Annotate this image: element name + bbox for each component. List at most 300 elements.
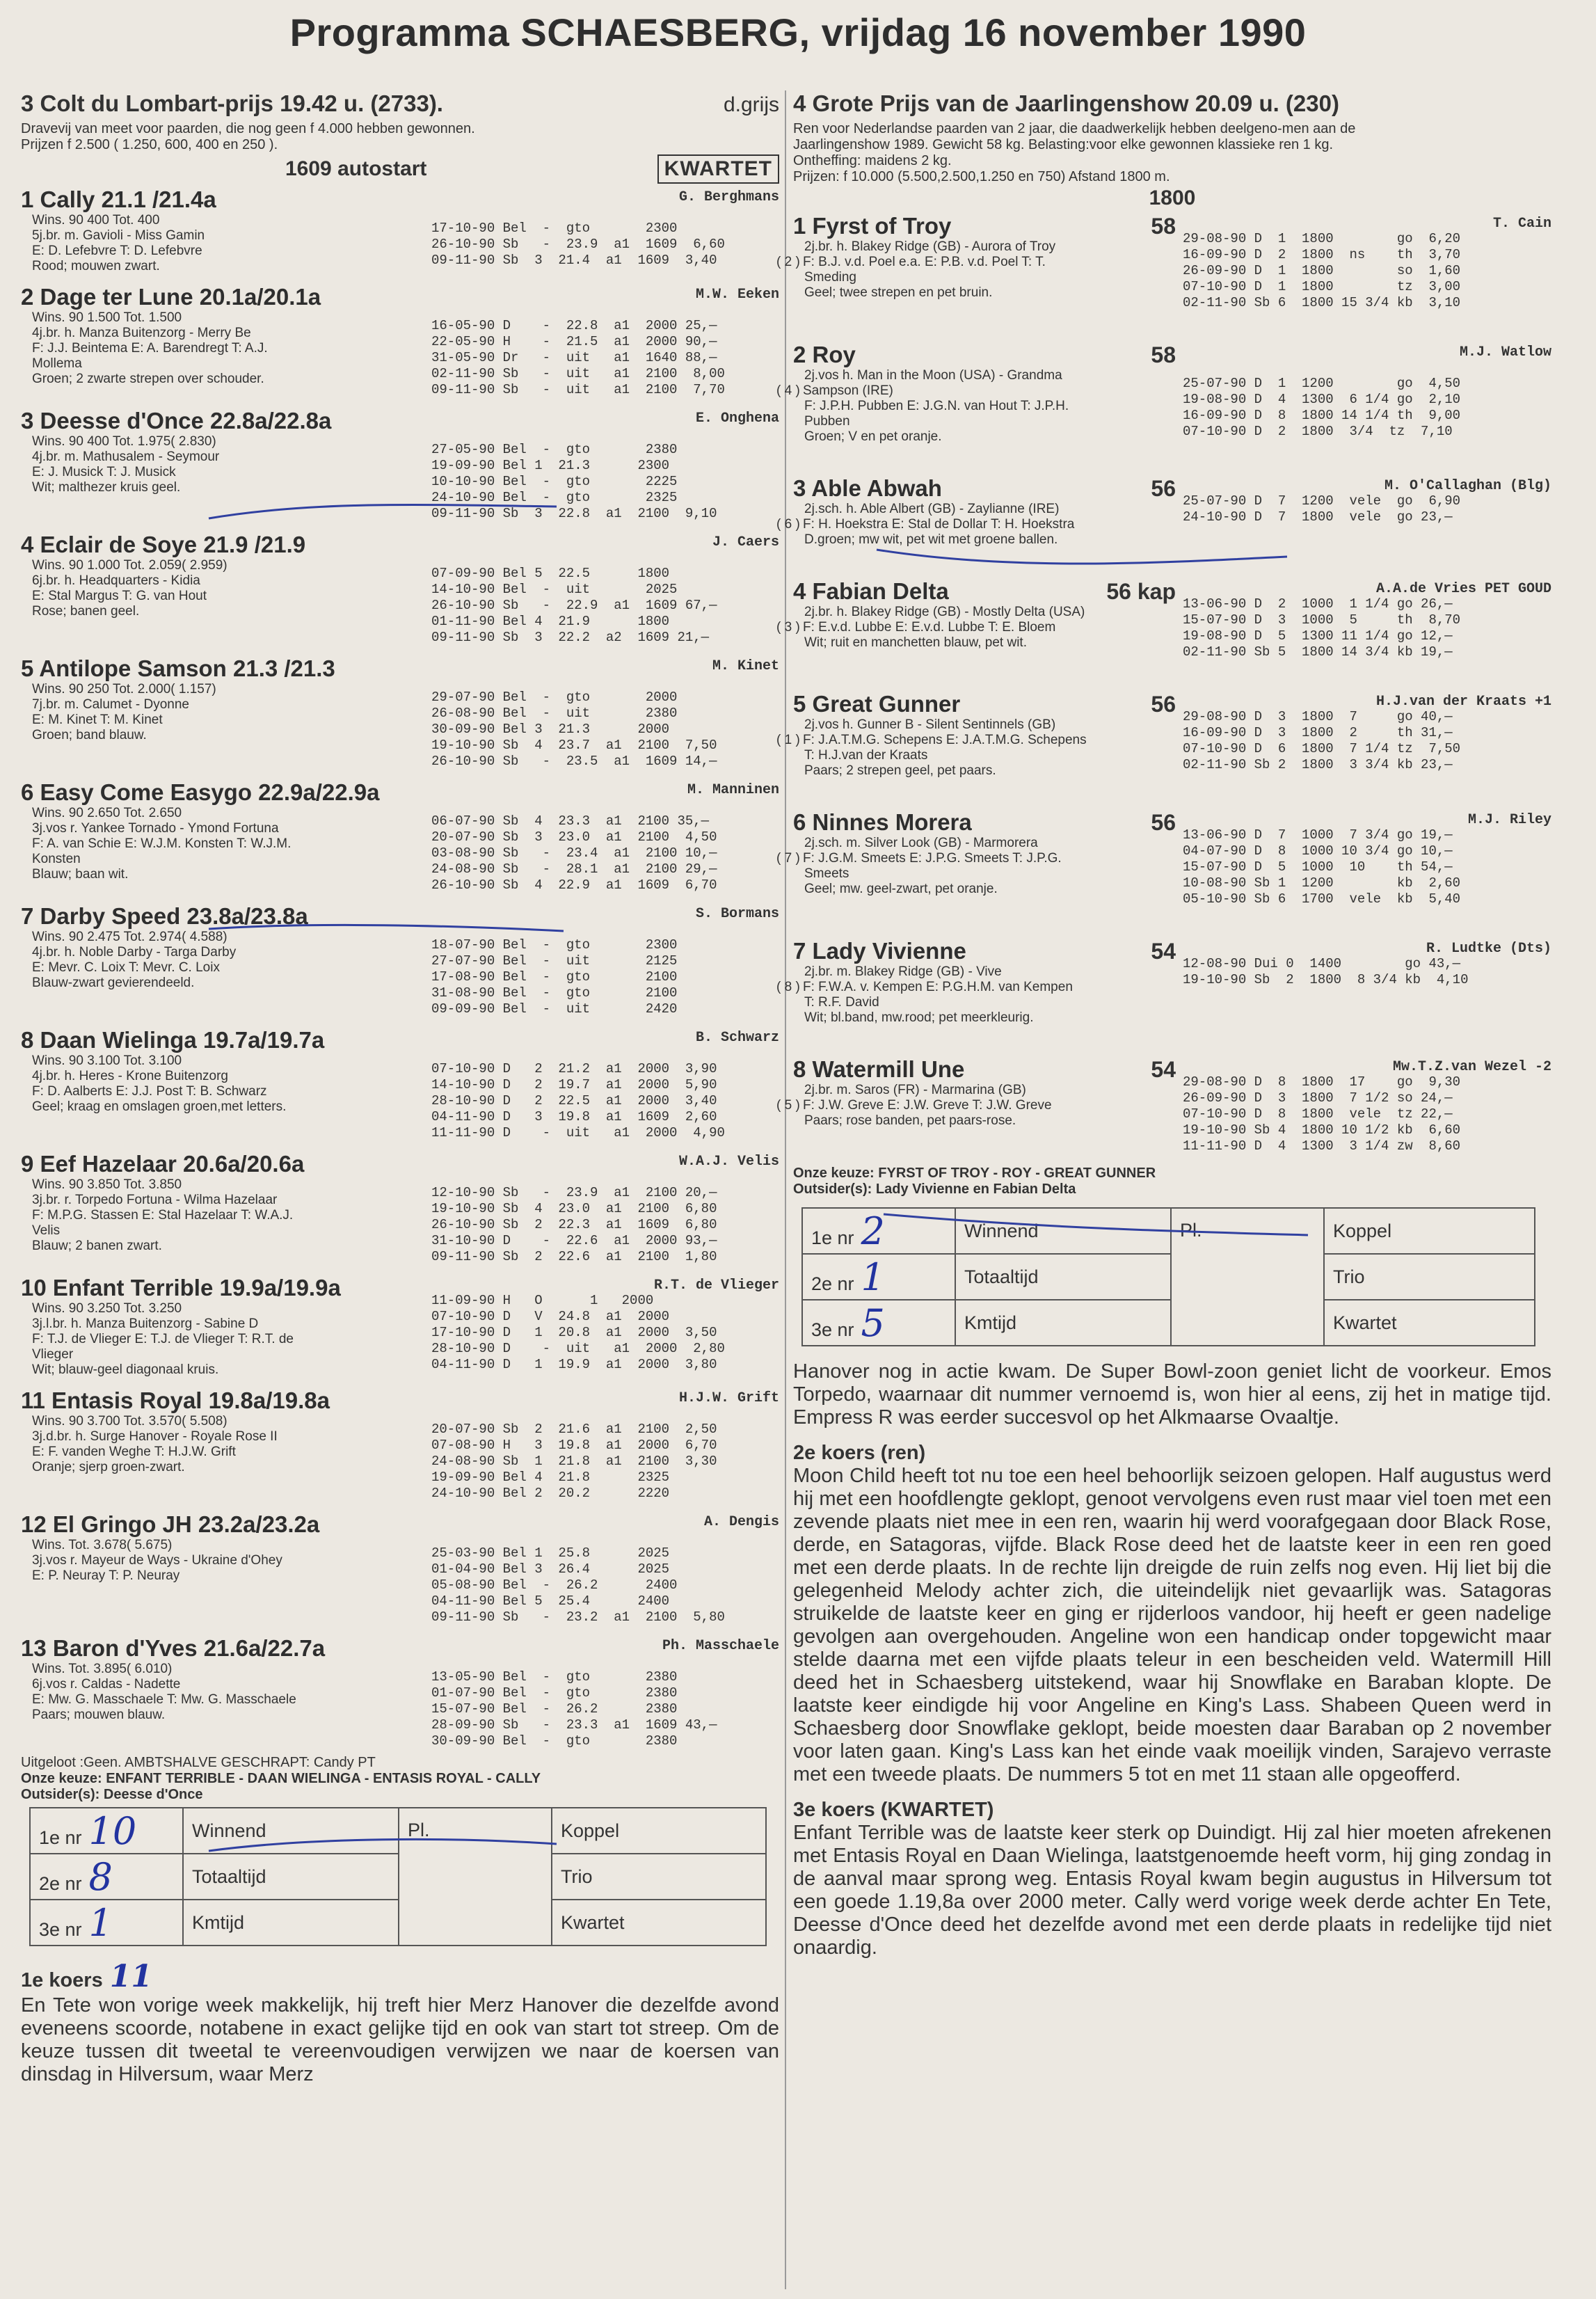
trainer-name: G. Berghmans (678, 189, 779, 205)
result-row (802, 1208, 1535, 1254)
horse-detail-text: Blauw-zwart gevierendeeld. (32, 976, 195, 990)
form-lines (431, 186, 779, 274)
form-line: 01-04-90 Bel 3 26.4 2025 (431, 1561, 670, 1577)
race4-desc-line: Ren voor Nederlandse paarden van 2 jaar, die daadwerkelijk hebben deelgeno-men aan de (793, 121, 1356, 136)
horse-detail-line (32, 1316, 431, 1332)
horse-detail-line (32, 341, 431, 356)
horse-detail-text: E: Mw. G. Masschaele T: Mw. G. Masschaele (32, 1692, 296, 1707)
horse-detail-line (32, 713, 431, 728)
form-line (431, 674, 779, 690)
horse-detail-line (32, 1362, 431, 1378)
horse-detail-text: Velis (32, 1223, 61, 1238)
race4-description (793, 121, 1551, 185)
horse-detail-text: Wit; blauw-geel diagonaal kruis. (32, 1362, 219, 1377)
horse-detail-text: E: Mevr. C. Loix T: Mevr. C. Loix (32, 960, 220, 975)
form-line: 04-11-90 D 1 19.9 a1 2000 3,80 (431, 1357, 717, 1372)
form-line: 28-09-90 Sb - 23.3 a1 1609 43,— (431, 1717, 717, 1733)
horse-detail-line (776, 851, 1183, 866)
form-line (431, 426, 779, 442)
horse-detail-line (32, 213, 431, 228)
form-lines (1183, 1056, 1551, 1154)
horse-detail-line (804, 429, 1183, 445)
horse-detail-line (776, 255, 1183, 270)
horse-name: 6 Easy Come Easygo 22.9a/22.9a (21, 779, 380, 805)
form-lines (431, 903, 779, 1017)
place-label: 1e nr (39, 1827, 82, 1848)
horse-detail-line (804, 399, 1183, 414)
result-field: Totaaltijd (955, 1254, 1171, 1300)
form-line: 31-08-90 Bel - gto 2100 (431, 985, 678, 1001)
horse-detail-text: E: D. Lefebvre T: D. Lefebvre (32, 244, 202, 258)
horse-detail-line (32, 1053, 431, 1069)
horse-detail-line (32, 1084, 431, 1099)
horse-detail-line (804, 763, 1183, 779)
form-line: 05-08-90 Bel - 26.2 2400 (431, 1577, 678, 1593)
horse-detail-text: 4j.br. h. Noble Darby - Targa Darby (32, 945, 237, 960)
pl-cell: Pl. (1171, 1208, 1324, 1346)
horse-detail-line (32, 434, 431, 450)
horse-name: 3 Deesse d'Once 22.8a/22.8a (21, 408, 332, 433)
horse-detail-text: F: F.W.A. v. Kempen E: P.G.H.M. van Kempen (803, 980, 1073, 994)
horse-detail-text: Vlieger (32, 1347, 74, 1362)
form-lines (431, 1027, 779, 1141)
horse-detail-line (32, 806, 431, 821)
horse-detail-text: Wins. 90 400 Tot. 400 (32, 213, 160, 228)
horse-detail-line (32, 836, 431, 852)
horse-name: 8 Watermill Une (793, 1056, 965, 1082)
form-line: 10-10-90 Bel - gto 2225 (431, 474, 678, 489)
horse-detail-text: 5j.br. m. Gavioli - Miss Gamin (32, 228, 205, 243)
form-line (431, 921, 779, 937)
trainer-name: A.A.de Vries PET GOUD (1375, 581, 1551, 597)
horse-detail-text: 3j.d.br. h. Surge Hanover - Royale Rose II (32, 1429, 278, 1444)
horse-name: 4 Fabian Delta (793, 578, 949, 604)
horse-entry (21, 532, 779, 646)
horse-entry (21, 186, 779, 274)
trainer-name: W.A.J. Velis (678, 1154, 779, 1170)
form-line: 15-07-90 D 5 1000 10 th 54,— (1183, 859, 1453, 875)
post-position: ( 2 ) (776, 255, 800, 269)
horse-detail-line (804, 605, 1183, 620)
horse-detail-text: F: J.J. Beintema E: A. Barendregt T: A.J. (32, 341, 268, 356)
form-lines (431, 779, 779, 893)
horse-detail-line (32, 1332, 431, 1347)
horse-weight: 56 (1151, 692, 1176, 717)
form-line: 09-11-90 Sb 3 21.4 a1 1609 3,40 (431, 253, 717, 268)
form-line: 16-09-90 D 8 1800 14 1/4 th 9,00 (1183, 408, 1461, 423)
trainer-name: M. Kinet (712, 658, 779, 674)
form-line: 10-08-90 Sb 1 1200 kb 2,60 (1183, 875, 1461, 891)
horse-detail-text: 6j.br. h. Headquarters - Kidia (32, 573, 200, 588)
horse-detail-text: Wins. 90 3.700 Tot. 3.570( 5.508) (32, 1414, 228, 1429)
form-line: 07-10-90 D 1 1800 tz 3,00 (1183, 279, 1461, 294)
horse-name: 1 Cally 21.1 /21.4a (21, 186, 216, 212)
form-line (431, 1529, 779, 1545)
form-lines (431, 1635, 779, 1749)
horse-detail-line (32, 728, 431, 743)
trainer-name: M.J. Watlow (1459, 344, 1551, 360)
horse-detail-text: F: J.P.H. Pubben E: J.G.N. van Hout T: J.P.H. (804, 399, 1069, 413)
form-line: 26-10-90 Sb 2 22.3 a1 1609 6,80 (431, 1217, 717, 1232)
horse-detail-line (776, 1098, 1183, 1113)
race3-result-table (29, 1807, 767, 1946)
race3-keuze: Onze keuze: ENFANT TERRIBLE - DAAN WIELINGA - ENTASIS ROYAL - CALLY (21, 1771, 541, 1786)
handwritten-number: 10 (88, 1808, 137, 1853)
form-line: 31-05-90 Dr - uit a1 1640 88,— (431, 350, 717, 365)
form-lines (1183, 691, 1551, 779)
bet-type: Kwartet (552, 1900, 766, 1946)
result-field: Kmtijd (955, 1300, 1171, 1346)
horse-detail-text: 2j.sch. h. Able Albert (GB) - Zaylianne (IRE) (804, 502, 1060, 516)
horse-name: 1 Fyrst of Troy (793, 213, 952, 239)
race4-result-table (801, 1207, 1535, 1346)
bet-type: Kwartet (1324, 1300, 1535, 1346)
form-line: 09-11-90 Sb - uit a1 2100 7,70 (431, 382, 725, 397)
post-position: ( 7 ) (776, 851, 800, 866)
horse-detail-line (776, 620, 1183, 635)
horse-name: 8 Daan Wielinga 19.7a/19.7a (21, 1027, 325, 1053)
form-line (431, 550, 779, 566)
trainer-name: Ph. Masschaele (662, 1638, 779, 1654)
handwritten-number: 1 (88, 1900, 113, 1945)
form-line: 11-09-90 H O 1 2000 (431, 1293, 654, 1308)
horse-detail-line (804, 239, 1183, 255)
horse-detail-text: Geel; mw. geel-zwart, pet oranje. (804, 882, 998, 896)
handwritten-number: 5 (861, 1300, 885, 1345)
horse-detail-line (804, 270, 1183, 285)
horse-detail-line (32, 372, 431, 387)
horse-detail-line (32, 1177, 431, 1193)
form-line: 16-09-90 D 3 1800 2 th 31,— (1183, 725, 1453, 740)
form-line: 14-10-90 D 2 19.7 a1 2000 5,90 (431, 1077, 717, 1092)
horse-detail-text: 3j.br. r. Torpedo Fortuna - Wilma Hazelaar (32, 1193, 278, 1207)
form-line: 14-10-90 Bel - uit 2025 (431, 582, 678, 597)
horse-detail-text: F: H. Hoekstra E: Stal de Dollar T: H. Hoekstra (803, 517, 1075, 532)
horse-detail-line (32, 244, 431, 259)
horse-detail-line (32, 1677, 431, 1692)
horse-detail-line (32, 465, 431, 480)
form-line: 25-03-90 Bel 1 25.8 2025 (431, 1545, 670, 1561)
horse-weight: 56 (1151, 476, 1176, 501)
form-line (431, 1169, 779, 1185)
trainer-name: A. Dengis (703, 1514, 779, 1530)
race3-outsider: Outsider(s): Deesse d'Once (21, 1787, 203, 1802)
form-lines (431, 1387, 779, 1502)
horse-detail-line (804, 532, 1183, 548)
prose-heading-3: 3e koers (KWARTET) (793, 1799, 994, 1821)
horse-detail-text: Wins. 90 3.850 Tot. 3.850 (32, 1177, 182, 1192)
result-field: Kmtijd (183, 1900, 399, 1946)
horse-detail-text: Smeets (804, 866, 849, 881)
form-line: 26-10-90 Sb - 22.9 a1 1609 67,— (431, 598, 717, 613)
form-lines (431, 655, 779, 770)
result-field: Winnend (183, 1808, 399, 1854)
race4-desc-line: Jaarlingenshow 1989. Gewicht 58 kg. Belasting:voor elke gewonnen klassieke ren 1 kg. (793, 137, 1334, 152)
form-line: 29-08-90 D 8 1800 17 go 9,30 (1183, 1074, 1461, 1090)
horse-detail-line (32, 960, 431, 976)
horse-detail-line (776, 383, 1183, 399)
form-line: 24-10-90 Bel 2 20.2 2220 (431, 1486, 670, 1501)
form-line: 29-07-90 Bel - gto 2000 (431, 690, 678, 705)
horse-detail-text: Rose; banen geel. (32, 604, 140, 619)
form-line: 30-09-90 Bel - gto 2380 (431, 1733, 678, 1749)
horse-weight: 54 (1151, 1057, 1176, 1082)
horse-detail-line (32, 558, 431, 573)
horse-detail-line (32, 1460, 431, 1475)
form-line: 24-08-90 Sb - 28.1 a1 2100 29,— (431, 861, 717, 877)
horse-entry (21, 779, 779, 893)
form-line: 04-11-90 D 3 19.8 a1 1609 2,60 (431, 1109, 717, 1124)
horse-detail-line (804, 964, 1183, 980)
horse-detail-line (32, 259, 431, 274)
horse-name: 4 Eclair de Soye 21.9 /21.9 (21, 532, 306, 557)
horse-detail-text: Sampson (IRE) (803, 383, 893, 398)
horse-name: 13 Baron d'Yves 21.6a/22.7a (21, 1635, 326, 1661)
trainer-name: M. Manninen (687, 782, 779, 798)
trainer-name: M. O'Callaghan (Blg) (1384, 478, 1551, 494)
horse-detail-line (804, 368, 1183, 383)
horse-detail-text: Wins. 90 1.000 Tot. 2.059( 2.959) (32, 558, 228, 573)
horse-detail-text: F: E.v.d. Lubbe E: E.v.d. Lubbe T: E. Bloem (803, 620, 1056, 635)
form-line: 15-07-90 Bel - 26.2 2380 (431, 1701, 678, 1717)
race3-uitgeloot: Uitgeloot :Geen. AMBTSHALVE GESCHRAPT: Candy PT (21, 1755, 376, 1770)
horse-detail-line (804, 836, 1183, 851)
horse-name: 6 Ninnes Morera (793, 809, 972, 835)
form-line: 02-11-90 Sb 6 1800 15 3/4 kb 3,10 (1183, 295, 1461, 310)
race3-column (21, 90, 779, 2086)
form-line: 07-09-90 Bel 5 22.5 1800 (431, 566, 670, 581)
horse-detail-text: 3j.vos r. Mayeur de Ways - Ukraine d'Ohey (32, 1553, 282, 1568)
form-lines (1183, 213, 1551, 311)
race4-entries (776, 213, 1551, 1154)
horse-detail-line (32, 1414, 431, 1429)
horse-detail-line (804, 635, 1183, 651)
race4-keuze: Onze keuze: FYRST OF TROY - ROY - GREAT GUNNER (793, 1166, 1156, 1181)
horse-detail-text: Groen; V en pet oranje. (804, 429, 942, 444)
horse-detail-line (32, 450, 431, 465)
form-line: 24-10-90 D 7 1800 vele go 23,— (1183, 509, 1453, 525)
horse-name: 12 El Gringo JH 23.2a/23.2a (21, 1511, 320, 1537)
race3-start: 1609 autostart (285, 157, 427, 180)
form-line: 20-07-90 Sb 3 23.0 a1 2100 4,50 (431, 829, 717, 845)
race4-outsider: Outsider(s): Lady Vivienne en Fabian Delta (793, 1182, 1076, 1197)
horse-detail-text: Wins. 90 1.500 Tot. 1.500 (32, 310, 182, 325)
prose-race1: En Tete won vorige week makkelijk, hij treft hier Merz Hanover die dezelfde avond eveneens scoorde, notabene in exact gelijke tijd en ook van start tot streep. Om de keuze tussen dit tweetal te vereenvoudigen verwijzen we naar de koersen van dinsdag in Hilversum, waar Merz (21, 1994, 779, 2085)
horse-detail-text: Wins. 90 250 Tot. 2.000( 1.157) (32, 682, 216, 697)
horse-detail-text: Konsten (32, 852, 81, 866)
horse-detail-line (32, 1429, 431, 1445)
form-line: 07-08-90 H 3 19.8 a1 2000 6,70 (431, 1438, 717, 1453)
form-lines (1183, 938, 1551, 1026)
trainer-name: H.J.van der Kraats +1 (1375, 694, 1551, 710)
form-line: 27-07-90 Bel - uit 2125 (431, 953, 678, 969)
form-line: 26-10-90 Sb - 23.9 a1 1609 6,60 (431, 237, 725, 252)
result-row (30, 1854, 766, 1900)
race3-code: d.grijs (723, 93, 779, 116)
form-line: 24-08-90 Sb 1 21.8 a1 2100 3,30 (431, 1454, 717, 1469)
horse-entry (21, 1511, 779, 1625)
handwritten-number: 8 (88, 1854, 113, 1899)
place-label: 2e nr (39, 1872, 82, 1894)
place-label: 2e nr (811, 1273, 854, 1294)
horse-detail-line (32, 480, 431, 495)
horse-detail-line (32, 1208, 431, 1223)
horse-detail-line (804, 866, 1183, 882)
horse-detail-text: Wins. 90 3.100 Tot. 3.100 (32, 1053, 182, 1068)
horse-detail-text: F: J.A.T.M.G. Schepens E: J.A.T.M.G. Schepens (803, 733, 1087, 747)
horse-detail-line (32, 976, 431, 991)
form-line (431, 1045, 779, 1061)
horse-detail-text: 2j.vos h. Gunner B - Silent Sentinnels (GB) (804, 717, 1056, 732)
prose-heading-2: 2e koers (ren) (793, 1442, 926, 1464)
horse-detail-text: 2j.sch. m. Silver Look (GB) - Marmorera (804, 836, 1038, 850)
trainer-name: M.W. Eeken (695, 287, 779, 303)
horse-detail-line (804, 995, 1183, 1010)
form-line: 09-11-90 Sb 3 22.8 a1 2100 9,10 (431, 506, 717, 521)
form-lines (431, 1511, 779, 1625)
horse-detail-text: Pubben (804, 414, 850, 429)
horse-detail-text: Paars; 2 strepen geel, pet paars. (804, 763, 996, 778)
form-line: 16-09-90 D 2 1800 ns th 3,70 (1183, 247, 1461, 262)
race3-desc-line: Prijzen f 2.500 ( 1.250, 600, 400 en 250 ). (21, 137, 278, 152)
kwartet-badge: KWARTET (657, 154, 779, 184)
form-line: 02-11-90 Sb 2 1800 3 3/4 kb 23,— (1183, 757, 1453, 772)
horse-entry (776, 1056, 1551, 1154)
horse-detail-line (32, 604, 431, 619)
form-line: 07-10-90 D 8 1800 vele tz 22,— (1183, 1106, 1453, 1122)
horse-weight: 58 (1151, 214, 1176, 239)
form-line: 16-05-90 D - 22.8 a1 2000 25,— (431, 318, 717, 333)
trainer-name: R. Ludtke (Dts) (1426, 941, 1551, 957)
form-lines (431, 284, 779, 398)
post-position: ( 8 ) (776, 980, 800, 994)
horse-detail-text: 4j.br. h. Heres - Krone Buitenzorg (32, 1069, 228, 1083)
horse-name: 10 Enfant Terrible 19.9a/19.9a (21, 1275, 341, 1300)
form-line: 17-08-90 Bel - gto 2100 (431, 969, 678, 985)
horse-name: 3 Able Abwah (793, 475, 942, 501)
form-line: 04-11-90 Bel 5 25.4 2400 (431, 1593, 670, 1609)
horse-detail-text: E: M. Kinet T: M. Kinet (32, 713, 163, 727)
horse-detail-text: Geel; kraag en omslagen groen,met letters. (32, 1099, 287, 1114)
horse-detail-line (32, 1223, 431, 1239)
horse-detail-text: 2j.br. m. Blakey Ridge (GB) - Vive (804, 964, 1002, 979)
horse-detail-text: Wins. 90 3.250 Tot. 3.250 (32, 1301, 182, 1316)
horse-detail-line (32, 1445, 431, 1460)
form-line: 07-10-90 D 2 1800 3/4 tz 7,10 (1183, 424, 1453, 439)
race3-desc-line: Dravevij van meet voor paarden, die nog geen f 4.000 hebben gewonnen. (21, 121, 475, 136)
trainer-name: T. Cain (1492, 216, 1551, 232)
result-field: Winnend (955, 1208, 1171, 1254)
horse-detail-text: Blauw; baan wit. (32, 867, 129, 882)
horse-detail-line (804, 1113, 1183, 1129)
horse-detail-text: 2j.br. h. Blakey Ridge (GB) - Aurora of Troy (804, 239, 1056, 254)
race3-header: 3 Colt du Lombart-prijs 19.42 u. (2733). (21, 90, 443, 116)
horse-detail-line (32, 852, 431, 867)
horse-detail-line (32, 930, 431, 945)
horse-detail-text: 2j.br. m. Saros (FR) - Marmarina (GB) (804, 1083, 1026, 1097)
trainer-name: Mw.T.Z.van Wezel -2 (1392, 1059, 1551, 1075)
horse-detail-line (804, 1083, 1183, 1098)
horse-detail-line (32, 1347, 431, 1362)
horse-detail-line (804, 882, 1183, 897)
horse-weight: 58 (1151, 342, 1176, 367)
horse-detail-line (32, 1538, 431, 1553)
result-row (802, 1254, 1535, 1300)
form-line: 11-11-90 D 4 1300 3 1/4 zw 8,60 (1183, 1138, 1461, 1154)
horse-detail-text: F: T.J. de Vlieger E: T.J. de Vlieger T: R.T. de (32, 1332, 294, 1346)
horse-detail-line (32, 1662, 431, 1677)
form-line: 26-10-90 Sb 4 22.9 a1 1609 6,70 (431, 877, 717, 893)
form-line: 27-05-90 Bel - gto 2380 (431, 442, 678, 457)
handwritten-note: 11 (109, 1959, 152, 1994)
race3-entries (21, 186, 779, 1749)
horse-detail-text: Paars; rose banden, pet paars-rose. (804, 1113, 1016, 1128)
form-line: 18-07-90 Bel - gto 2300 (431, 937, 678, 953)
horse-entry (21, 1151, 779, 1265)
form-line: 04-07-90 D 8 1000 10 3/4 go 10,— (1183, 843, 1453, 859)
horse-detail-text: Wit; bl.band, mw.rood; pet meerkleurig. (804, 1010, 1034, 1025)
pl-cell: Pl. (399, 1808, 552, 1946)
bet-type: Trio (552, 1854, 766, 1900)
trainer-name: J. Caers (712, 534, 779, 550)
horse-name: 7 Lady Vivienne (793, 938, 966, 964)
horse-detail-line (32, 1568, 431, 1584)
result-row (802, 1300, 1535, 1346)
form-line: 22-05-90 H - 21.5 a1 2000 90,— (431, 334, 717, 349)
horse-detail-text: Paars; mouwen blauw. (32, 1708, 166, 1722)
horse-detail-text: 2j.vos h. Man in the Moon (USA) - Grandma (804, 368, 1062, 383)
horse-detail-text: 3j.vos r. Yankee Tornado - Ymond Fortuna (32, 821, 279, 836)
horse-detail-line (804, 285, 1183, 301)
race4-desc-line: Ontheffing: maidens 2 kg. (793, 153, 952, 168)
horse-detail-text: 3j.l.br. h. Manza Buitenzorg - Sabine D (32, 1316, 259, 1331)
horse-detail-line (32, 228, 431, 244)
horse-detail-text: Wins. 90 2.475 Tot. 2.974( 4.588) (32, 930, 228, 944)
horse-entry (776, 809, 1551, 907)
form-line: 09-11-90 Sb - 23.2 a1 2100 5,80 (431, 1609, 725, 1625)
horse-detail-line (32, 1069, 431, 1084)
form-line: 19-10-90 Sb 4 23.7 a1 2100 7,50 (431, 738, 717, 753)
horse-weight: 56 (1151, 810, 1176, 835)
race4-header: 4 Grote Prijs van de Jaarlingenshow 20.09 u. (230) (793, 90, 1339, 116)
form-line: 02-11-90 Sb - uit a1 2100 8,00 (431, 366, 725, 381)
horse-detail-line (32, 1239, 431, 1254)
trainer-name: E. Onghena (695, 411, 779, 427)
column-divider (785, 90, 786, 2289)
form-line: 03-08-90 Sb - 23.4 a1 2100 10,— (431, 845, 717, 861)
form-lines (1183, 475, 1551, 548)
trainer-name: R.T. de Vlieger (653, 1278, 779, 1294)
form-line: 26-09-90 D 1 1800 so 1,60 (1183, 263, 1461, 278)
horse-detail-line (32, 573, 431, 589)
horse-detail-text: Smeding (804, 270, 856, 285)
form-line: 28-10-90 D 2 22.5 a1 2000 3,40 (431, 1093, 717, 1108)
prose-race2: Moon Child heeft tot nu toe een heel behoorlijk seizoen gelopen. Half augustus werd hij met een hoofdlengte geklopt, genoot vervolgens even rust maar viel toen met een zevende plaats niet mee in een ren, waarin hij werd voorafgegaan door Black Rose, derde, en Satagoras, vijfde. Black Rose deed het de laatste keer in een ren goed met een derde plaats. In de rechte lijn dreigde de ruin zelfs nog even. Hij liet bij die gelegenheid Melody achter zich, die uiteindelijk niet gevaarlijk was. Satagoras struikelde de laatste keer en ging er rijderloos vandoor, hij heeft er geen nadelige gevolgen aan overgehouden. Angeline won een handicap onder topgewicht maar stelde daarna met een vijfde plaats teleur in een bescheiden veld. Watermill Hill deed het in Schaesberg uitstekend, waar hij Snowflake en Baraban klopte. De laatste keer eindigde hij voor Angeline en King's Lass. Shabeen Queen werd in Schaesberg door Snowflake geklopt, beide moesten daar Baraban op 2 november voor laten gaan. King's Lass kan het einde vaak moeilijk vinden, Sarajevo verraste met een tweede plaats. De nummers 5 tot en met 11 staan alle opgeofferd. (793, 1465, 1551, 1785)
form-line: 19-10-90 Sb 4 23.0 a1 2100 6,80 (431, 1201, 717, 1216)
form-line: 26-09-90 D 3 1800 7 1/2 so 24,— (1183, 1090, 1453, 1106)
horse-detail-text: Groen; 2 zwarte strepen over schouder. (32, 372, 264, 386)
horse-detail-text: E: Stal Margus T: G. van Hout (32, 589, 207, 603)
horse-detail-text: Rood; mouwen zwart. (32, 259, 160, 273)
handwritten-number: 1 (861, 1255, 885, 1299)
horse-detail-line (32, 1553, 431, 1568)
form-line (431, 1406, 779, 1422)
horse-detail-text: 7j.br. m. Calumet - Dyonne (32, 697, 189, 712)
prose-intro: Hanover nog in actie kwam. De Super Bowl-zoon geniet licht de voorkeur. Emos Torpedo, waarnaar dit nummer vernoemd is, won hier al eens, zij het in matige tijd. Empress R was eerder succesvol op het Alkmaarse Ovaaltje. (793, 1360, 1551, 1429)
form-line: 13-05-90 Bel - gto 2380 (431, 1669, 678, 1685)
horse-detail-line (32, 1099, 431, 1115)
horse-detail-text: F: J.W. Greve E: J.W. Greve T: J.W. Greve (803, 1098, 1052, 1113)
